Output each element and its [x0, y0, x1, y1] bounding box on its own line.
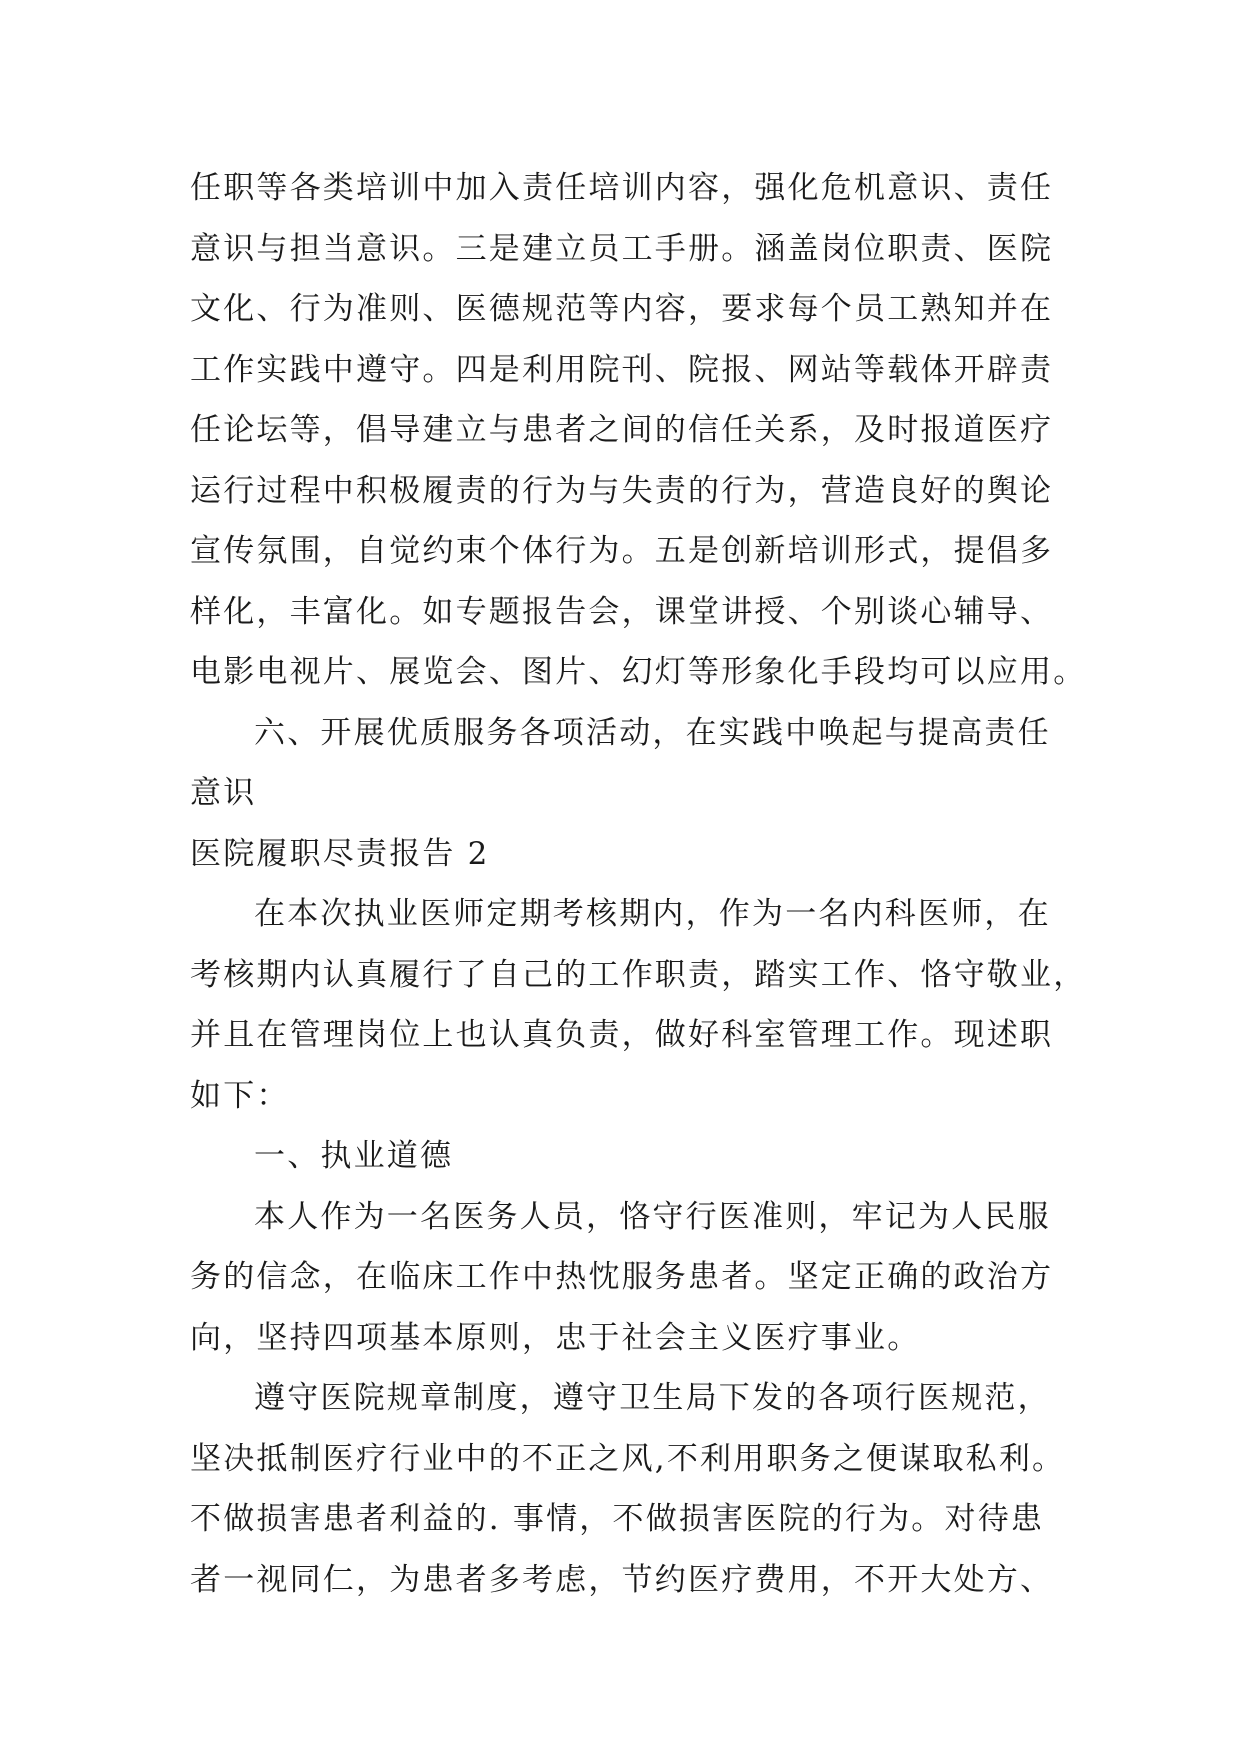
text-line: 务的信念，在临床工作中热忱服务患者。坚定正确的政治方 [190, 1259, 1054, 1295]
text-line: 意识与担当意识。三是建立员工手册。涵盖岗位职责、医院 [190, 230, 1054, 267]
text-line: 本人作为一名医务人员，恪守行医准则，牢记为人民服 [254, 1198, 1051, 1235]
text-line: 考核期内认真履行了自己的工作职责，踏实工作、恪守敬业， [190, 956, 1087, 993]
text-line: 宣传氛围，自觉约束个体行为。五是创新培训形式，提倡多 [190, 533, 1054, 569]
text-line: 意识 [190, 775, 257, 811]
text-line: 一、执业道德 [254, 1138, 454, 1174]
text-line: 遵守医院规章制度，遵守卫生局下发的各项行医规范， [254, 1380, 1051, 1416]
text-line: 样化，丰富化。如专题报告会，课堂讲授、个别谈心辅导、 [190, 593, 1054, 630]
text-line: 电影电视片、展览会、图片、幻灯等形象化手段均可以应用。 [190, 654, 1087, 690]
text-line: 六、开展优质服务各项活动，在实践中唤起与提高责任 [254, 714, 1051, 751]
text-line: 如下： [190, 1077, 290, 1114]
text-line: 向，坚持四项基本原则，忠于社会主义医疗事业。 [190, 1319, 921, 1356]
text-line: 运行过程中积极履责的行为与失责的行为，营造良好的舆论 [190, 472, 1054, 509]
text-line: 任论坛等，倡导建立与患者之间的信任关系，及时报道医疗 [190, 412, 1054, 448]
text-line: 文化、行为准则、医德规范等内容，要求每个员工熟知并在 [190, 291, 1054, 327]
text-line: 在本次执业医师定期考核期内，作为一名内科医师，在 [254, 896, 1051, 932]
text-line: 任职等各类培训中加入责任培训内容，强化危机意识、责任 [190, 170, 1054, 206]
text-line: 者一视同仁，为患者多考虑，节约医疗费用，不开大处方、 [190, 1561, 1054, 1598]
document-body [190, 158, 1087, 1610]
text-line: 工作实践中遵守。四是利用院刊、院报、网站等载体开辟责 [190, 351, 1054, 388]
text-line: 不做损害患者利益的. 事情，不做损害医院的行为。对待患 [190, 1501, 1045, 1537]
text-line: 并且在管理岗位上也认真负责，做好科室管理工作。现述职 [190, 1017, 1054, 1053]
text-line: 坚决抵制医疗行业中的不正之风,不利用职务之便谋取私利。 [190, 1440, 1066, 1477]
text-line: 医院履职尽责报告 2 [190, 835, 490, 872]
